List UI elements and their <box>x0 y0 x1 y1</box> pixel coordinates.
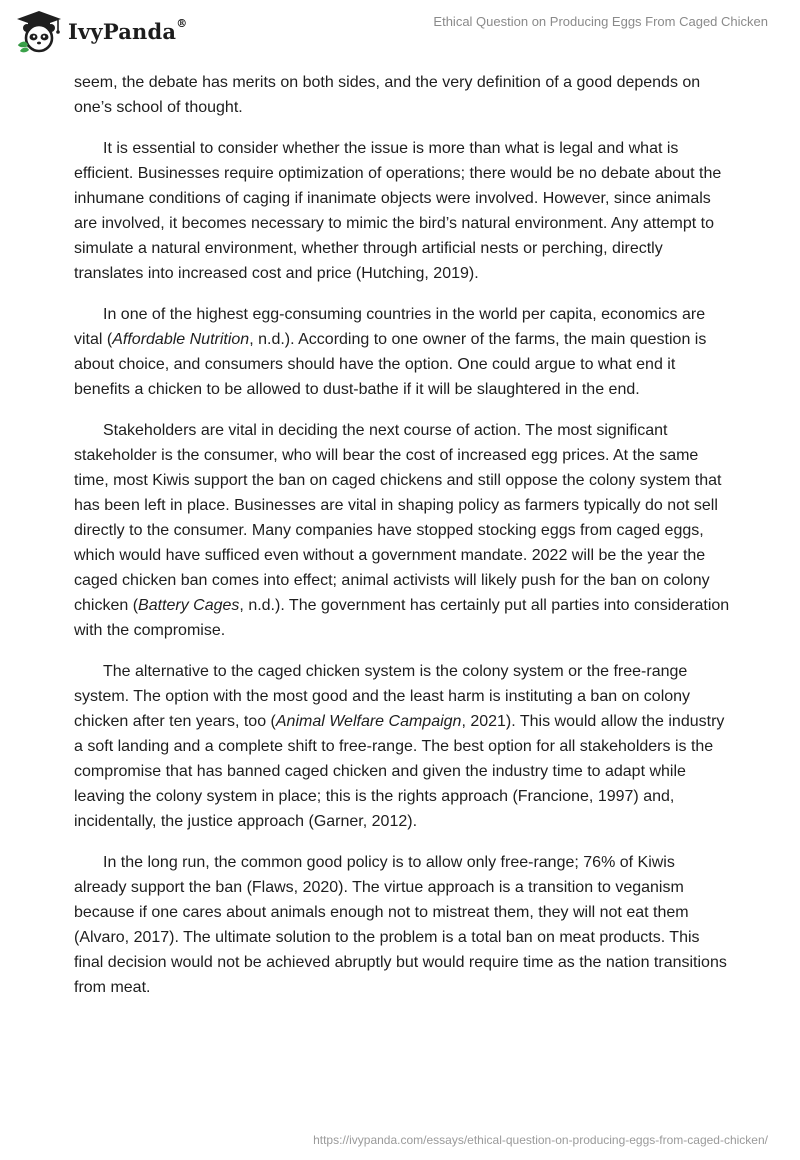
citation-title: Battery Cages <box>138 597 240 614</box>
page-header <box>0 0 800 62</box>
paragraph: In the long run, the common good policy is to allow only free-range; 76% of Kiwis already support the ban (Flaws, 2020). The virtue approach is a transition to veganism because if one cares about animals enough not to mistreat them, they will not eat them (Alvaro, 2017). The ultimate solution to the problem is a total ban on meat products. This final decision would not be achieved abruptly but would require time as the nation transitions from meat. <box>74 854 727 996</box>
paragraph: In one of the highest egg-consuming countries in the world per capita, economics are vital (Affordable Nutrition, n.d.). According to one owner of the farms, the main question is about choice, and consumers should have the option. One could argue to what end it benefits a chicken to be allowed to dust-bathe if it will be slaughtered in the end. <box>74 306 707 398</box>
paragraph: seem, the debate has merits on both sides, and the very definition of a good depends on one’s school of thought. <box>74 74 701 116</box>
source-url[interactable]: https://ivypanda.com/essays/ethical-question-on-producing-eggs-from-caged-chicken/ <box>313 1133 768 1147</box>
essay-body <box>74 70 730 1000</box>
brand-name: IvyPanda® <box>68 16 188 44</box>
citation-title: Affordable Nutrition <box>112 331 250 348</box>
panda-graduation-icon <box>14 9 64 53</box>
paragraph: Stakeholders are vital in deciding the next course of action. The most significant stakeholder is the consumer, who will bear the cost of increased egg prices. At the same time, most Kiwis support the ban on caged chickens and still oppose the colony system that has been left in place. Businesses are vital in shaping policy as farmers typically do not sell directly to the consumer. Many companies have stopped stocking eggs from caged eggs, which would have sufficed even without a government mandate. 2022 will be the year the caged chicken ban comes into effect; animal activists will likely push for the ban on colony chicken (Battery Cages, n.d.). The government has certainly put all parties into consideration with the compromise. <box>74 422 730 639</box>
paragraph: The alternative to the caged chicken system is the colony system or the free-range system. The option with the most good and the least harm is instituting a ban on colony chicken after ten years, too (Animal Welfare Campaign, 2021). This would allow the industry a soft landing and a complete shift to free-range. The best option for all stakeholders is the compromise that has banned caged chicken and given the industry time to adapt while leaving the colony system in place; this is the rights approach (Francione, 1997) and, incidentally, the justice approach (Garner, 2012). <box>74 663 725 830</box>
registered-mark: ® <box>176 16 188 30</box>
document-title: Ethical Question on Producing Eggs From Caged Chicken <box>433 14 768 29</box>
paragraph: It is essential to consider whether the issue is more than what is legal and what is efficient. Businesses require optimization of operations; there would be no debate about the inhumane conditions of caging if inanimate objects were involved. However, since animals are involved, it becomes necessary to mimic the bird’s natural environment. Any attempt to simulate a natural environment, whether through artificial nests or perching, directly translates into increased cost and price (Hutching, 2019). <box>74 140 722 282</box>
citation-title: Animal Welfare Campaign <box>275 713 462 730</box>
ivypanda-logo[interactable] <box>14 8 187 54</box>
